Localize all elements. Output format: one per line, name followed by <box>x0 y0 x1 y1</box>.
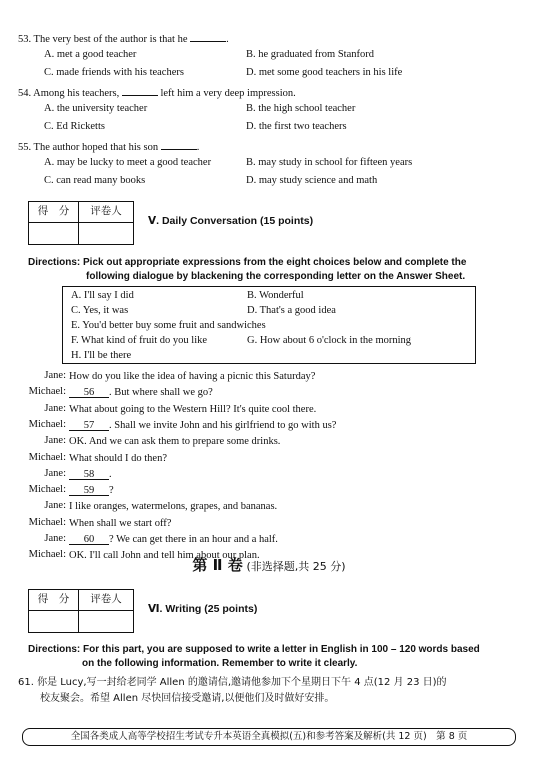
dialogue-speaker: Jane: <box>44 467 66 479</box>
section5-directions: Directions: Pick out appropriate expressions from the eight choices below and complete the <box>28 257 467 268</box>
dialogue-speaker: Michael: <box>28 516 66 528</box>
dialogue-line: When shall we start off? <box>69 517 172 529</box>
dialogue-line: 57 . Shall we invite John and his girlfriend to go with us? <box>69 419 336 433</box>
dialogue-speaker: Michael: <box>28 484 66 496</box>
dialogue-speaker: Michael: <box>28 451 66 463</box>
question-61-line1: 61. 你是 Lucy,写一封给老同学 Allen 的邀请信,邀请他参加下个星期日下午 4 点(12 月 23 日)的 <box>18 677 447 688</box>
score-box-section6 <box>28 589 134 633</box>
grader-cell[interactable] <box>79 611 133 632</box>
option-55-b: B. may study in school for fifteen years <box>246 157 413 168</box>
section5-title: Ⅴ. Daily Conversation (15 points) <box>148 215 314 227</box>
section6-directions: Directions: For this part, you are supposed to write a letter in English in 100 – 120 words based <box>28 644 480 655</box>
part2-heading: 第 Ⅱ 卷 (非选择题,共 25 分) <box>192 556 346 574</box>
dialogue-blank-59: 59 <box>69 484 109 496</box>
score-label: 得 分 <box>29 202 79 223</box>
dialogue-speaker: Jane: <box>44 370 66 381</box>
dialogue-line: OK. And we can ask them to prepare some drinks. <box>69 436 281 448</box>
dialogue-line: I like oranges, watermelons, grapes, and bananas. <box>69 501 278 513</box>
option-55-d: D. may study science and math <box>246 175 378 186</box>
dialogue-blank-58: 58 <box>69 468 109 480</box>
dialogue-line: 56 . But where shall we go? <box>69 386 213 400</box>
option-54-a: A. the university teacher <box>44 103 148 114</box>
dialogue-speaker: Jane: <box>44 500 66 512</box>
dialogue-line: What about going to the Western Hill? It's quite cool there. <box>69 403 317 415</box>
option-53-c: C. made friends with his teachers <box>44 67 184 78</box>
choices-box <box>62 286 476 364</box>
choice-h: H. I'll be there <box>71 350 132 361</box>
dialogue-line: What should I do then? <box>69 452 167 464</box>
dialogue-blank-60: 60 <box>69 533 109 545</box>
dialogue-speaker: Jane: <box>44 435 66 447</box>
section6-directions-cont: on the following information. Remember to write it clearly. <box>82 658 358 669</box>
choice-g: G. How about 6 o'clock in the morning <box>247 335 412 346</box>
dialogue-speaker: Michael: <box>28 386 66 398</box>
answer-blank <box>161 138 197 150</box>
dialogue-speaker: Michael: <box>28 418 66 430</box>
score-cell[interactable] <box>29 223 79 244</box>
question-54-stem: 54. Among his teachers, left him a very deep impression. <box>18 84 296 101</box>
grader-cell[interactable] <box>79 223 133 244</box>
score-label: 得 分 <box>29 590 79 611</box>
dialogue-blank-56: 56 <box>69 386 109 398</box>
choice-f: F. What kind of fruit do you like <box>71 335 208 346</box>
score-cell[interactable] <box>29 611 79 632</box>
option-54-b: B. the high school teacher <box>246 103 356 114</box>
score-box-section5 <box>28 201 134 245</box>
option-54-c: C. Ed Ricketts <box>44 121 105 132</box>
dialogue-speaker: Jane: <box>44 402 66 414</box>
choice-c: C. Yes, it was <box>71 305 129 316</box>
dialogue-line: OK. I'll call John and tell him about our plan. <box>69 550 260 562</box>
grader-label: 评卷人 <box>79 202 133 223</box>
dialogue-line: 60 ? We can get there in an hour and a half. <box>69 533 278 547</box>
option-55-c: C. can read many books <box>44 175 146 186</box>
dialogue-speaker: Jane: <box>44 533 66 544</box>
section5-directions-cont: following dialogue by blackening the corresponding letter on the Answer Sheet. <box>86 271 466 282</box>
section6-title: Ⅵ. Writing (25 points) <box>148 603 258 615</box>
answer-blank <box>122 84 158 96</box>
dialogue-blank-57: 57 <box>69 419 109 431</box>
option-55-a: A. may be lucky to meet a good teacher <box>44 157 212 168</box>
choice-b: B. Wonderful <box>247 290 304 301</box>
option-53-b: B. he graduated from Stanford <box>246 49 375 60</box>
page-footer: 全国各类成人高等学校招生考试专升本英语全真模拟(五)和参考答案及解析(共 12 页) 第 8 页 <box>22 728 516 746</box>
choice-e: E. You'd better buy some fruit and sandwiches <box>71 320 266 331</box>
dialogue-line: 59 ? <box>69 484 114 498</box>
grader-label: 评卷人 <box>79 590 133 611</box>
question-53-stem: 53. The very best of the author is that he . <box>18 30 229 47</box>
question-55-stem: 55. The author hoped that his son . <box>18 138 199 155</box>
choice-d: D. That's a good idea <box>247 305 336 316</box>
answer-blank <box>190 30 226 42</box>
dialogue-line: 58 . <box>69 468 112 482</box>
choice-a: A. I'll say I did <box>71 290 134 301</box>
option-54-d: D. the first two teachers <box>246 121 347 132</box>
option-53-a: A. met a good teacher <box>44 49 137 60</box>
option-53-d: D. met some good teachers in his life <box>246 67 403 78</box>
dialogue-line: How do you like the idea of having a picnic this Saturday? <box>69 371 316 382</box>
question-61-line2: 校友聚会。希望 Allen 尽快回信接受邀请,以便他们及时做好安排。 <box>40 693 335 704</box>
dialogue-speaker: Michael: <box>28 549 66 561</box>
